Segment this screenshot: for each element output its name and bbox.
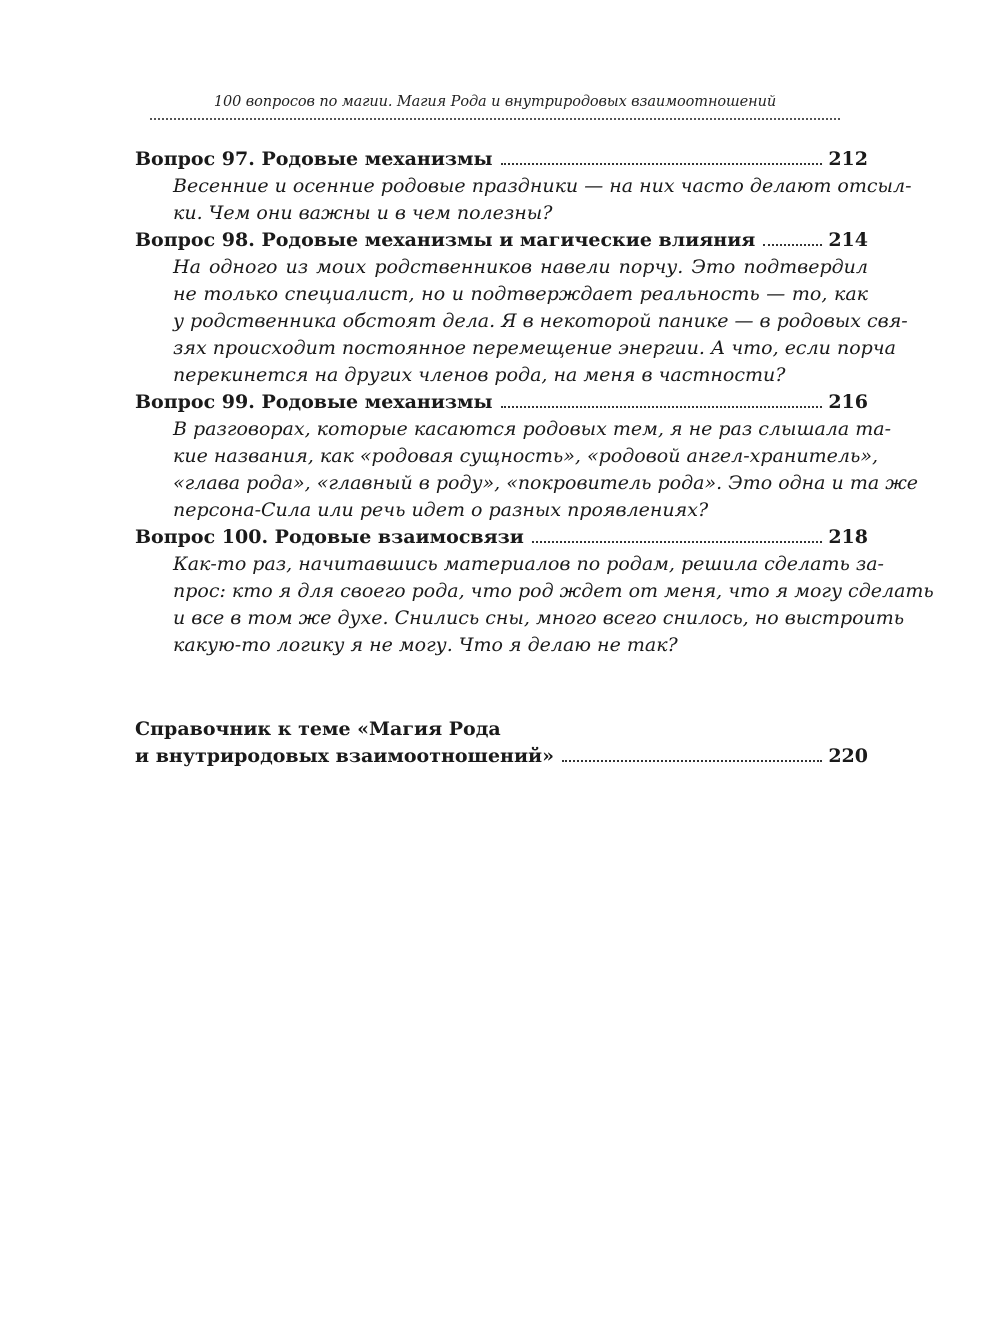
description-line: у родственника обстоят дела. Я в некоторой панике — в родовых свя- — [173, 310, 908, 332]
toc-entry-98 — [135, 227, 908, 389]
dot-leader — [562, 760, 822, 762]
toc-page-number: 220 — [828, 745, 868, 767]
toc-entry-title: Вопрос 97. Родовые механизмы — [135, 148, 493, 170]
reference-title-line2-row — [135, 743, 868, 770]
toc-entry-title: Вопрос 100. Родовые взаимосвязи — [135, 526, 524, 548]
table-of-contents — [135, 146, 934, 659]
description-line: В разговорах, которые касаются родовых тем, я не раз слышала та- — [173, 418, 892, 440]
description-line: какую-то логику я не могу. Что я делаю не так? — [173, 634, 678, 656]
running-title: 100 вопросов по магии. Магия Рода и внутриродовых взаимоотношений — [213, 94, 777, 110]
toc-entry-title: Вопрос 98. Родовые механизмы и магические влияния — [135, 229, 756, 251]
description-line: и все в том же духе. Снились сны, много всего снилось, но выстроить — [173, 607, 905, 629]
toc-page-number: 212 — [828, 148, 868, 170]
toc-entry-97 — [135, 146, 912, 227]
toc-entry-description — [173, 173, 912, 227]
toc-entry-description — [173, 254, 908, 389]
dot-leader — [501, 163, 823, 165]
toc-entry-heading[interactable] — [135, 389, 868, 416]
toc-page-number: 216 — [828, 391, 868, 413]
description-line: не только специалист, но и подтверждает реальность — то, как — [173, 283, 868, 305]
toc-entry-100 — [135, 524, 934, 659]
description-line: прос: кто я для своего рода, что род ждет от меня, что я могу сделать — [173, 580, 934, 602]
description-line: перекинется на других членов рода, на меня в частности? — [173, 364, 786, 386]
toc-page-number: 218 — [828, 526, 868, 548]
description-line: На одного из моих родственников навели порчу. Это подтвердил — [173, 256, 868, 278]
description-line: зях происходит постоянное перемещение энергии. А что, если порча — [173, 337, 896, 359]
description-line: Весенние и осенние родовые праздники — на них часто делают отсыл- — [173, 175, 912, 197]
toc-entry-description — [173, 551, 934, 659]
toc-entry-heading[interactable] — [135, 524, 868, 551]
dot-leader — [763, 244, 822, 246]
toc-entry-heading[interactable] — [135, 146, 868, 173]
reference-title-line2: и внутриродовых взаимоотношений» — [135, 745, 555, 767]
toc-entry-description — [173, 416, 919, 524]
toc-entry-99 — [135, 389, 919, 524]
description-line: персона-Сила или речь идет о разных проявлениях? — [173, 499, 709, 521]
toc-reference-entry[interactable] — [135, 716, 868, 770]
toc-entry-title: Вопрос 99. Родовые механизмы — [135, 391, 493, 413]
description-line: кие названия, как «родовая сущность», «родовой ангел-хранитель», — [173, 445, 878, 467]
description-line: «глава рода», «главный в роду», «покровитель рода». Это одна и та же — [173, 472, 919, 494]
dot-leader — [501, 406, 823, 408]
toc-entry-heading[interactable] — [135, 227, 868, 254]
toc-page-number: 214 — [828, 229, 868, 251]
description-line: Как-то раз, начитавшись материалов по родам, решила сделать за- — [173, 553, 884, 575]
description-line: ки. Чем они важны и в чем полезны? — [173, 202, 553, 224]
header-divider — [150, 118, 840, 120]
reference-title-line1: Справочник к теме «Магия Рода — [135, 718, 501, 740]
dot-leader — [532, 541, 822, 543]
